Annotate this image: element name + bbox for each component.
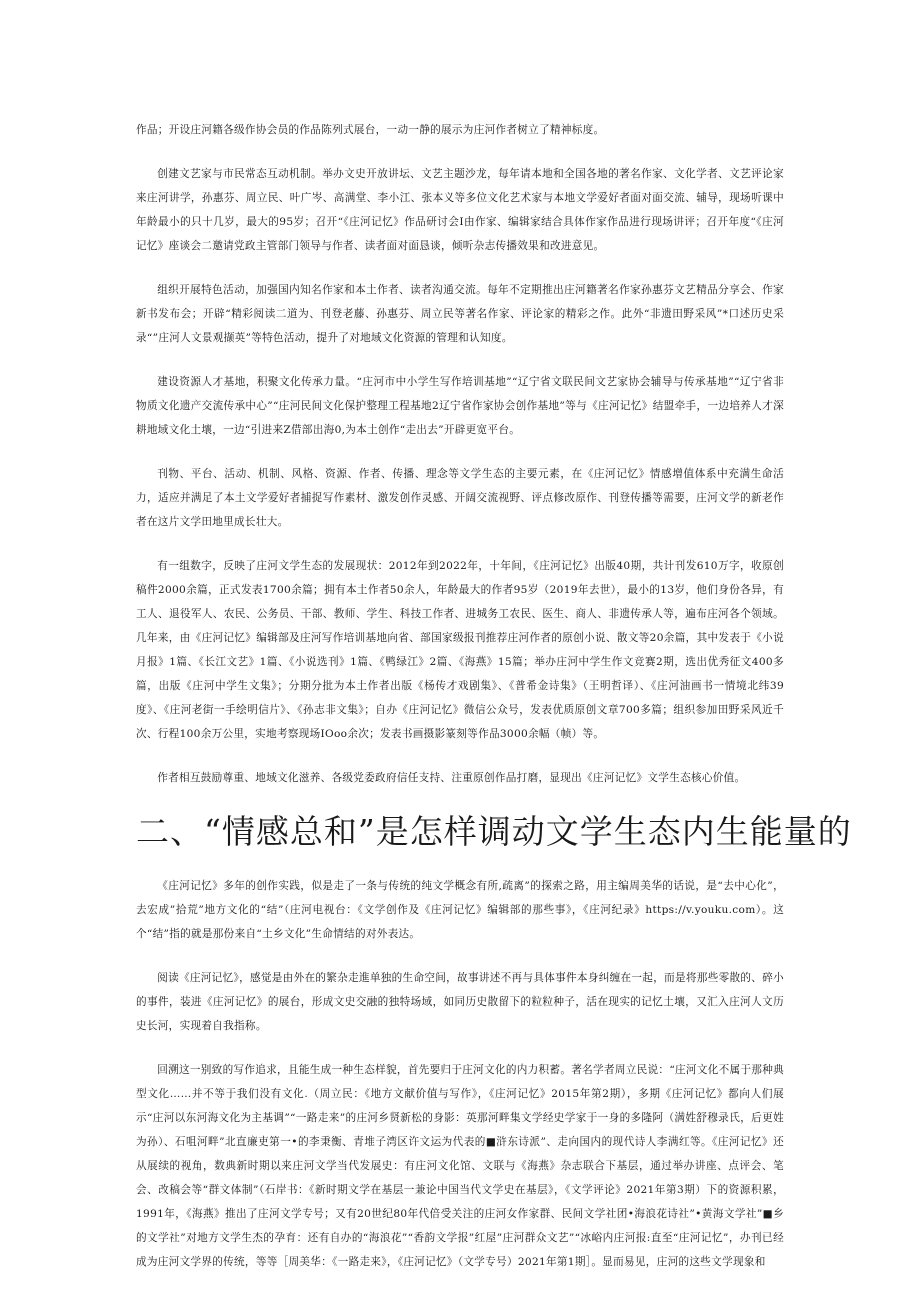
body-paragraph: 组织开展特色活动，加强国内知名作家和本土作者、读者沟通交流。每年不定期推出庄河籍著名作家孙惠芬文艺精品分享会、作家新书发布会；开辟“精彩阅读二道为、刊登老藤、孙惠芬、周立民等著名作家、评论家的精彩之作。此外“非遗田野采风”*口述历史采录“”庄河人文景观撷英”等特色活动，提升了对地域文化资源的管理和认知度。 [136, 284, 784, 344]
body-paragraph: 《庄河记忆》多年的创作实践，似是走了一条与传统的纯文学概念有所,疏离”的探索之路，用主编周美华的话说，是“去中心化”，去宏成”拾荒”地方文化的“结”（庄河电视台：《文学创作及《庄河记忆》编辑部的那些事》，《庄河纪录》https://v.youku.com）。这个“结”指的就是那份来自“土乡文化”生命情结的对外表达。 [136, 880, 784, 940]
body-paragraph: 作者相互鼓励尊重、地域文化滋养、各级党委政府信任支持、注重原创作品打磨，显现出《庄河记忆》文学生态核心价值。 [157, 772, 746, 784]
body-paragraph: 阅读《庄河记忆》，感觉是由外在的繁杂走進单独的生命空间，故事讲述不再与具体事件本身纠缠在一起，而是将那些零散的、碎小的事件，装进《庄河记忆》的展台，形成文史交融的独特场域，如同历史散留下的粒粒种子，活在现实的记忆土壤，又汇入庄河人文历史长河，实现着自我指称。 [136, 972, 784, 1032]
body-paragraph: 有一组数字，反映了庄河文学生态的发展现状：2012年到2022年，十年间，《庄河记忆》出版40期，共计刊发610万字，收原创稿件2000余篇，正式发表1700余篇；拥有本土作者50余人，年龄最大的作者95岁（2019年去世），最小的13岁，他们身份各异，有工人、退役军人、农民、公务员、干部、教师、学生、科技工作者、进城务工农民、医生、商人、非遗传承人等，遍布庄河各个领域。几年来，由《庄河记忆》编辑部及庄河写作培训基地向省、部国家级报刊推荐庄河作者的原创小说、散文等20余篇，其中发表于《小说月报》1篇、《长江文艺》1篇、《小说选刊》1篇、《鸭绿江》2篇、《海燕》15篇；举办庄河中学生作文竞赛2期，选出优秀征文400多篇，出版《庄河中学生文集》；分期分批为本土作者出版《杨传才戏剧集》、《普希金诗集》（王明哲译）、《庄河油画书一情境北纬39度》、《庄河老街一手绘明信片》、《孙志非文集》；自办《庄河记忆》微信公众号，发表优质原创文章700多篇；组织参加田野采风近千次、行程100余万公里，实地考察现场IOoo余次；发表书画摄影篆刻等作品3000余幅（帧）等。 [136, 560, 784, 740]
body-paragraph: 建设资源人才基地，积聚文化传承力量。“庄河市中小学生写作培训基地”“辽宁省文联民间文艺家协会辅导与传承基地”“辽宁省非物质文化遗产交流传承中心”“庄河民间文化保护整理工程基地2辽宁省作家协会创作基地”等与《庄河记忆》结盟牵手，一边培养人才深耕地域文化土壤，一边“引进来Z借部出海0,为本土创作“走出去”开辟更宽平台。 [136, 376, 784, 436]
body-paragraph: 刊物、平台、活动、机制、风格、资源、作者、传播、理念等文学生态的主要元素，在《庄河记忆》情感增值体系中充满生命活力，适应并满足了本土文学爱好者捕捉写作素材、激发创作灵感、开阔交流视野、评点修改原作、刊登传播等需要，庄河文学的新老作者在这片文学田地里成长壮大。 [136, 468, 784, 528]
section-heading: 二、“情感总和”是怎样调动文学生态内生能量的 [136, 812, 852, 851]
body-paragraph: 作品；开设庄河籍各级作协会员的作品陈列式展台，一动一静的展示为庄河作者树立了精神标度。 [136, 124, 605, 136]
body-paragraph: 回溯这一别致的写作追求，且能生成一种生态样貌，首先要归于庄河文化的内力积蓄。著名学者周立民说：“庄河文化不属于那种典型文化……并不等于我们没有文化.（周立民：《地方文献价值与写作》，《庄河记忆》2015年第2期），多期《庄河记忆》都向人们展示“庄河以东河海文化为主基调”“一路走来”的庄河乡贤新松的身影：英那河畔集文学经史学家于一身的多隆阿（满姓舒穆录氏，后更姓为孙）、石咀河畔”北直廉吏第一•的李秉衡、青堆子湾区许文运为代表的■浒东诗派”、走向国内的现代诗人李满红等。《庄河记忆》还从展续的视角，数典新时期以来庄河文学当代发展史：有庄河文化馆、文联与《海燕》杂志联合下基层，通过举办讲座、点评会、笔会、改稿会等“群文体制”（石岸书：《新时期文学在基层一兼论中国当代文学史在基层》，《文学评论》2021年第3期）下的资源积累，1991年，《海燕》推出了庄河文学专号；又有20世纪80年代倍受关注的庄河女作家群、民间文学社团•海浪花诗社”•黄海文学社”■乡的文学社”对地方文学生杰的孕育：还有自办的“海浪花”“香韵文学报”红屋”庄河群众文艺”“冰峪内庄河报:直至“庄河记忆”，办刊已经成为庄河文学界的传统，等等［周美华：《一路走来》，《庄河记忆》（文学专号）2021年第1期］。显而易见，庄河的这些文学现象和 [136, 1064, 784, 1268]
body-paragraph: 创建文艺家与市民常态互动机制。举办文史开放讲坛、文艺主题沙龙，每年请本地和全国各地的著名作家、文化学者、文艺评论家来庄河讲学，孙惠芬、周立民、叶广岑、高满堂、李小江、张本义等多位文化艺术家与本地文学爱好者面对面交流、辅导，现场听课中年龄最小的只十几岁，最大的95岁；召开“《庄河记忆》作品研讨会I由作家、编辑家结合具体作家作品进行现场讲评；召开年度“《庄河记忆》座谈会二邀请党政主管部门领导与作者、读者面对面恳谈，倾听杂志传播效果和改进意见。 [136, 168, 784, 252]
